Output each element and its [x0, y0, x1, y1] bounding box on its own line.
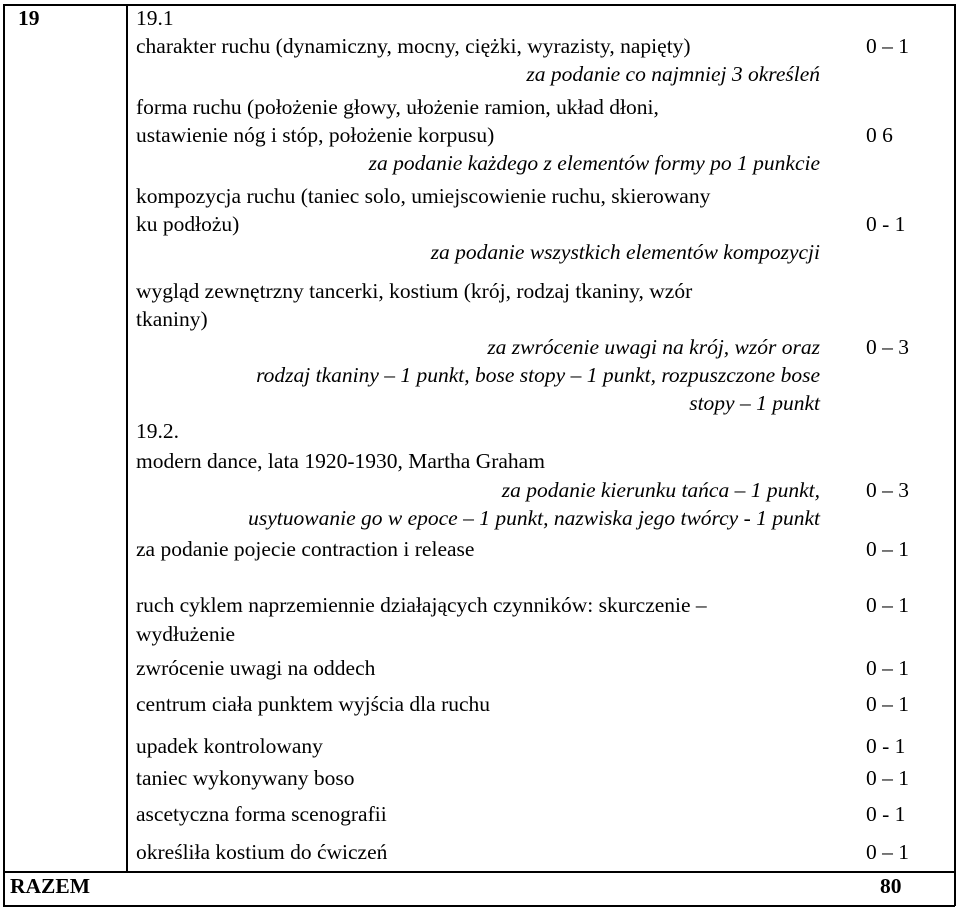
answer-text: kompozycja ruchu (taniec solo, umiejscowienie ruchu, skierowany — [136, 184, 711, 208]
points-value: 0 - 1 — [866, 802, 906, 826]
table-border-left — [3, 4, 5, 906]
points-value: 0 – 1 — [866, 537, 909, 561]
answer-text: ruch cyklem naprzemiennie działających czynników: skurczenie – — [136, 593, 707, 617]
scoring-note: za podanie co najmniej 3 określeń — [526, 62, 820, 86]
scoring-note: rodzaj tkaniny – 1 punkt, bose stopy – 1 punkt, rozpuszczone bose — [256, 363, 820, 387]
answer-text: za podanie pojecie contraction i release — [136, 537, 475, 561]
total-label: RAZEM — [10, 874, 91, 898]
total-value: 80 — [880, 874, 902, 898]
points-value: 0 - 1 — [866, 212, 906, 236]
answer-text: określiła kostium do ćwiczeń — [136, 840, 388, 864]
answer-text: wygląd zewnętrzny tancerki, kostium (krój, rodzaj tkaniny, wzór — [136, 279, 693, 303]
scoring-note: za podanie kierunku tańca – 1 punkt, — [501, 478, 820, 502]
table-column-divider — [126, 4, 128, 872]
table-border-right — [954, 4, 956, 906]
points-value: 0 – 1 — [866, 692, 909, 716]
answer-text: modern dance, lata 1920-1930, Martha Graham — [136, 449, 545, 473]
scoring-note: za podanie wszystkich elementów kompozycji — [430, 240, 820, 264]
points-value: 0 – 3 — [866, 335, 909, 359]
subquestion-label: 19.2. — [136, 419, 179, 443]
answer-text: tkaniny) — [136, 307, 208, 331]
table-border-bottom — [3, 905, 955, 907]
points-value: 0 – 1 — [866, 656, 909, 680]
answer-text: ascetyczna forma scenografii — [136, 802, 387, 826]
question-number: 19 — [18, 6, 40, 30]
answer-text: wydłużenie — [136, 622, 236, 646]
points-value: 0 - 1 — [866, 734, 906, 758]
subquestion-label: 19.1 — [136, 6, 174, 30]
answer-text: ku podłożu) — [136, 212, 240, 236]
answer-text: upadek kontrolowany — [136, 734, 323, 758]
answer-text: zwrócenie uwagi na oddech — [136, 656, 376, 680]
scoring-note: za zwrócenie uwagi na krój, wzór oraz — [487, 335, 820, 359]
scoring-note: usytuowanie go w epoce – 1 punkt, nazwiska jego twórcy - 1 punkt — [248, 506, 820, 530]
scoring-note: stopy – 1 punkt — [689, 391, 820, 415]
points-value: 0 – 1 — [866, 34, 909, 58]
points-value: 0 – 3 — [866, 478, 909, 502]
points-value: 0 – 1 — [866, 840, 909, 864]
answer-text: charakter ruchu (dynamiczny, mocny, ciężki, wyrazisty, napięty) — [136, 34, 691, 58]
answer-text: taniec wykonywany boso — [136, 766, 355, 790]
answer-text: forma ruchu (położenie głowy, ułożenie ramion, układ dłoni, — [136, 95, 659, 119]
points-value: 0 – 1 — [866, 766, 909, 790]
scoring-note: za podanie każdego z elementów formy po 1 punkcie — [368, 151, 820, 175]
table-total-divider — [3, 871, 955, 873]
answer-text: centrum ciała punktem wyjścia dla ruchu — [136, 692, 491, 716]
points-value: 0 6 — [866, 123, 893, 147]
points-value: 0 – 1 — [866, 593, 909, 617]
answer-text: ustawienie nóg i stóp, położenie korpusu) — [136, 123, 495, 147]
